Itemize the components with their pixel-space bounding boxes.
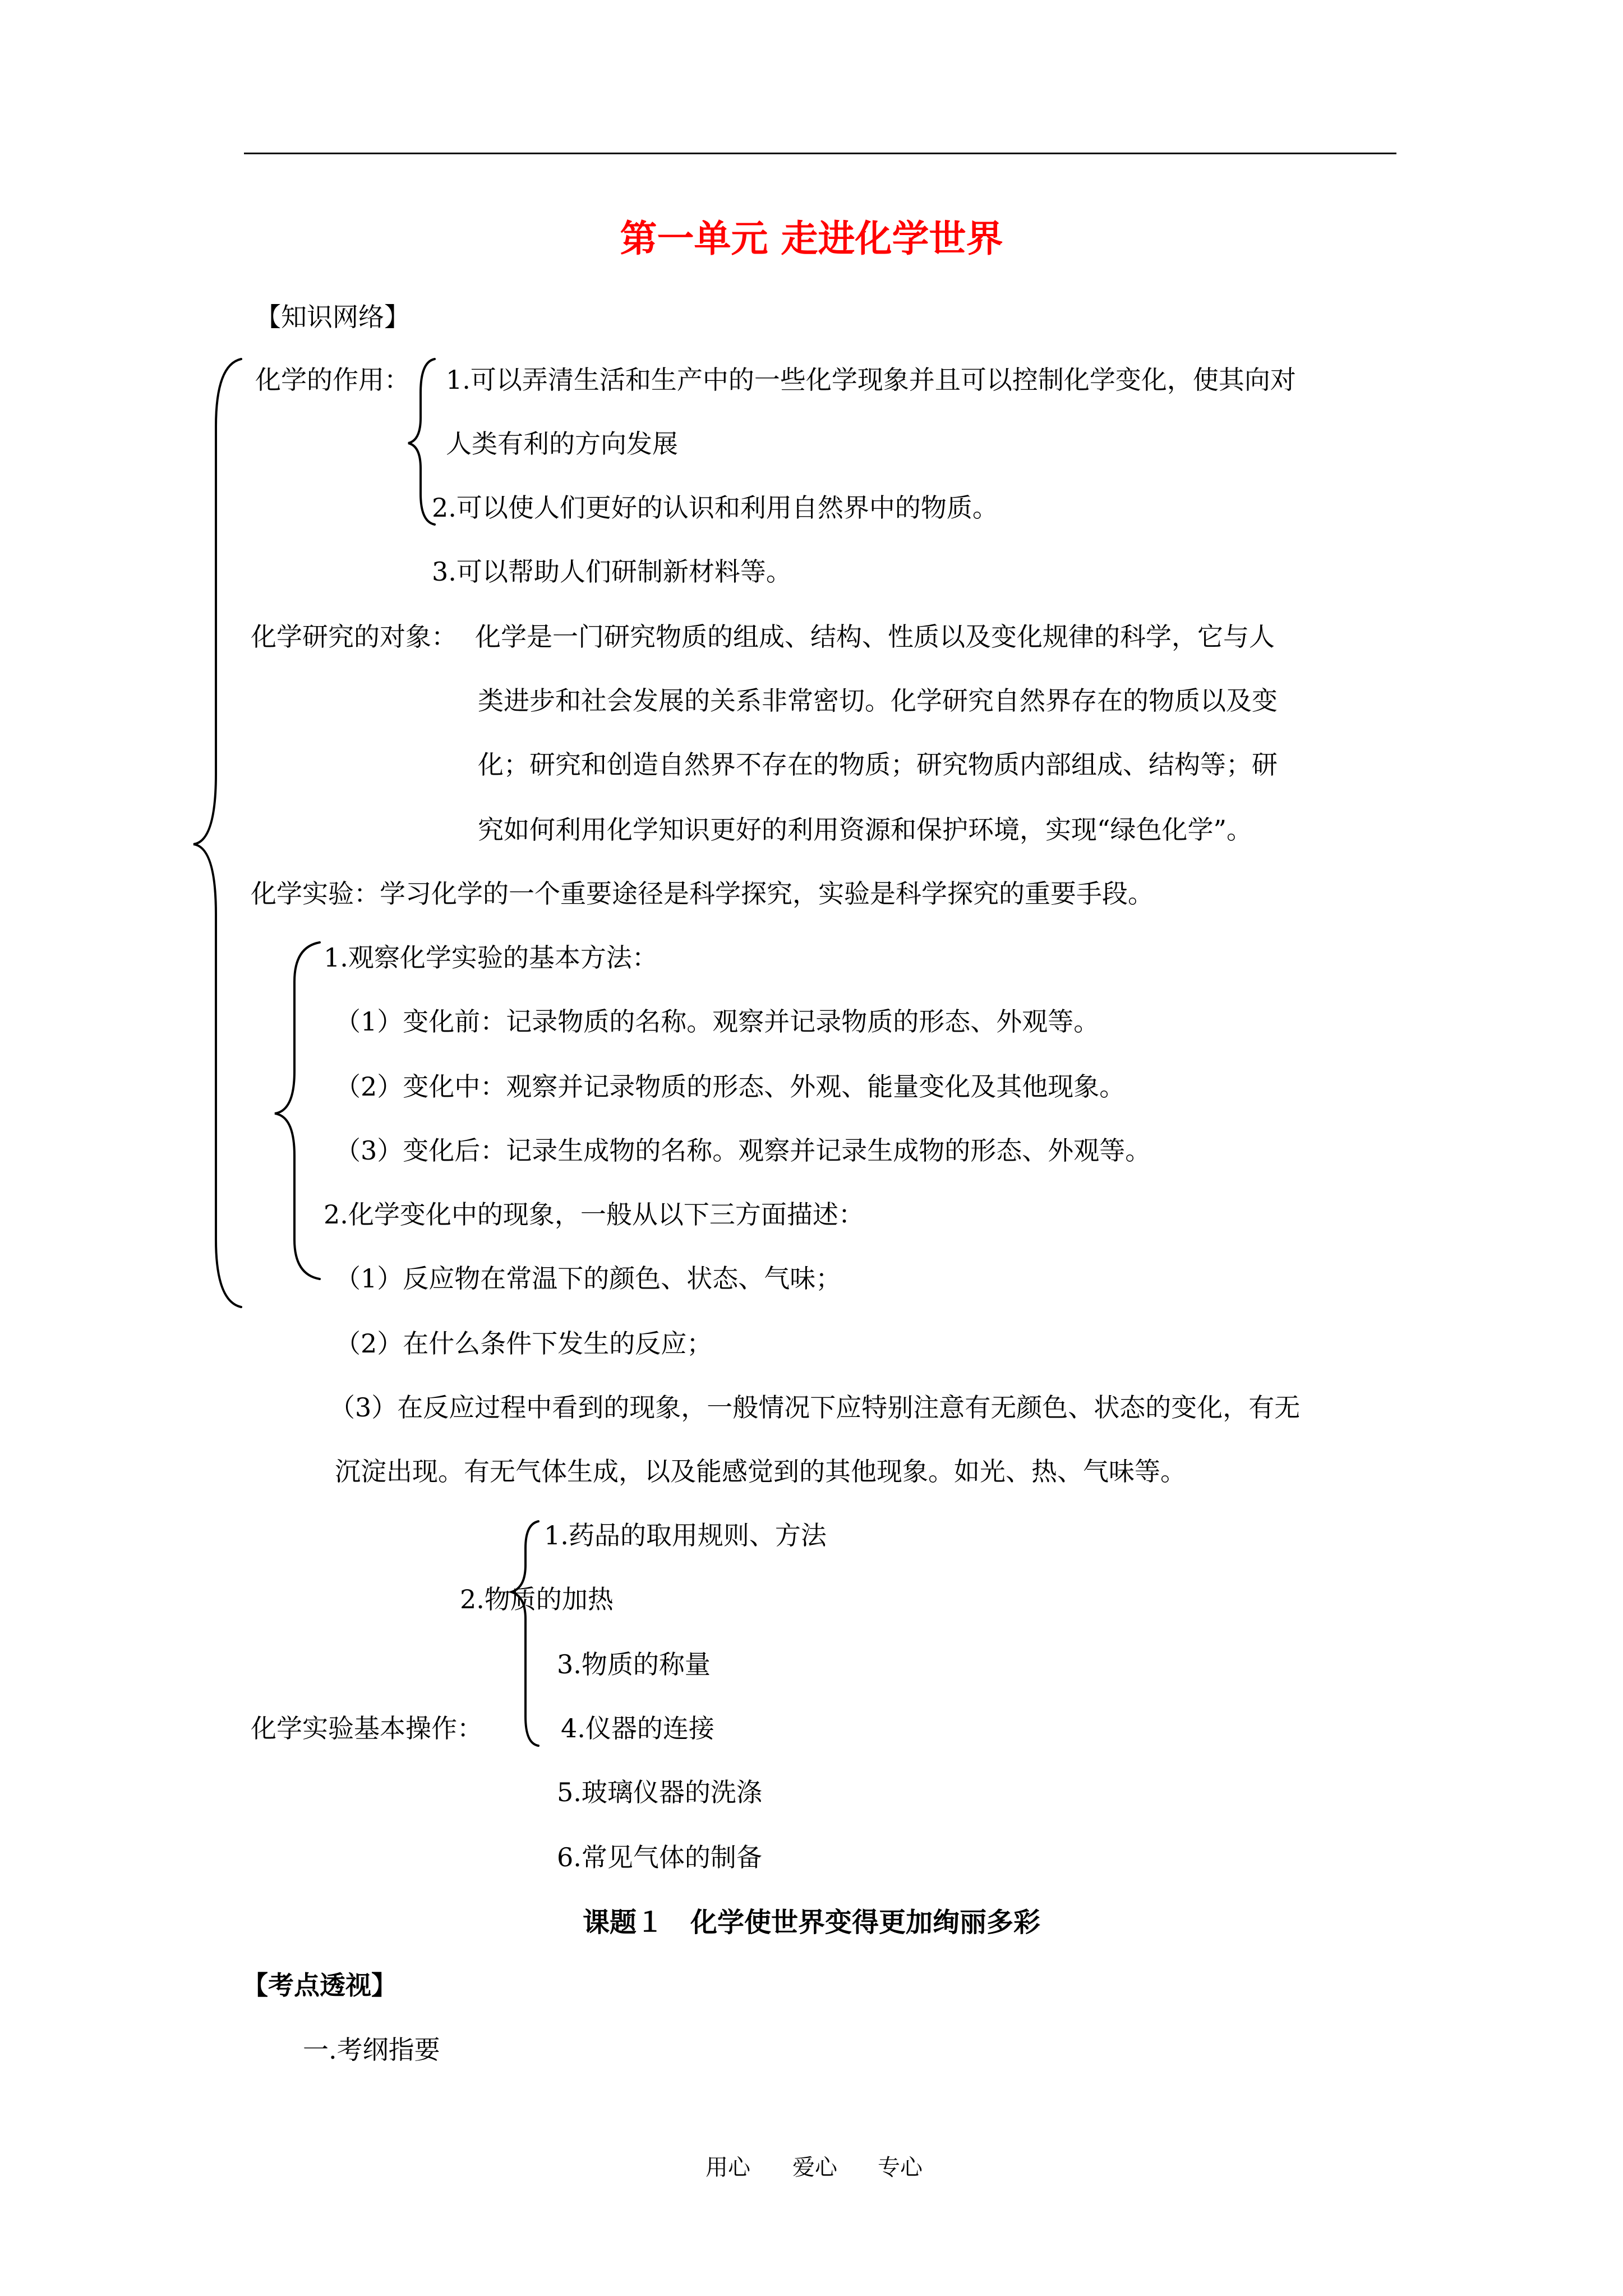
object-label: 化学研究的对象： [251,622,457,652]
operations-label: 化学实验基本操作： [251,1713,483,1743]
object-line-3: 化；研究和创造自然界不存在的物质；研究物质内部组成、结构等；研 [478,749,1278,780]
footer-left: 用心 [706,2155,750,2180]
observation-after: （3）变化后：记录生成物的名称。观察并记录生成物的形态、外观等。 [335,1135,1151,1166]
description-title: 2.化学变化中的现象，一般从以下三方面描述： [324,1199,864,1230]
observation-during: （2）变化中：观察并记录物质的形态、外观、能量变化及其他现象。 [335,1071,1126,1102]
unit-title: 第一单元 走进化学世界 [620,217,1003,260]
role-item-1-line-2: 人类有利的方向发展 [446,429,678,459]
role-item-2: 2.可以使人们更好的认识和利用自然界中的物质。 [432,493,998,523]
focus-heading: 【考点透视】 [242,1970,397,2000]
operations-brace [511,1521,538,1746]
description-3-line-2: 沉淀出现。有无气体生成，以及能感觉到的其他现象。如光、热、气味等。 [335,1456,1186,1487]
operation-item-2: 2.物质的加热 [460,1584,614,1614]
description-3-line-1: （3）在反应过程中看到的现象，一般情况下应特别注意有无颜色、状态的变化，有无 [329,1392,1301,1423]
lesson-title: 课题１ 化学使世界变得更加绚丽多彩 [582,1907,1040,1938]
operation-item-3: 3.物质的称量 [557,1649,711,1680]
footer-right: 专心 [878,2155,923,2180]
main-brace [193,359,241,1307]
operation-item-4: 4.仪器的连接 [561,1713,714,1743]
experiment-line: 化学实验：学习化学的一个重要途径是科学探究，实验是科学探究的重要手段。 [251,878,1154,909]
experiment-brace [275,942,320,1279]
role-brace [408,359,435,524]
operation-item-1: 1.药品的取用规则、方法 [544,1520,827,1550]
operation-item-6: 6.常见气体的制备 [557,1842,762,1872]
object-line-1: 化学是一门研究物质的组成、结构、性质以及变化规律的科学，它与人 [475,622,1275,652]
observation-title: 1.观察化学实验的基本方法： [324,942,658,973]
knowledge-network-heading: 【知识网络】 [255,302,410,332]
footer-middle: 爱心 [792,2155,837,2180]
description-2: （2）在什么条件下发生的反应； [335,1328,713,1359]
object-line-2: 类进步和社会发展的关系非常密切。化学研究自然界存在的物质以及变 [478,685,1278,716]
observation-before: （1）变化前：记录物质的名称。观察并记录物质的形态、外观等。 [335,1006,1100,1037]
description-1: （1）反应物在常温下的颜色、状态、气味； [335,1263,842,1294]
role-label: 化学的作用： [255,365,410,395]
operation-item-5: 5.玻璃仪器的洗涤 [557,1777,762,1807]
object-line-4: 究如何利用化学知识更好的利用资源和保护环境，实现“绿色化学”。 [478,815,1253,845]
role-item-1-line-1: 1.可以弄清生活和生产中的一些化学现象并且可以控制化学变化，使其向对 [446,365,1296,395]
role-item-3: 3.可以帮助人们研制新材料等。 [432,556,792,587]
outline-heading: 一.考纲指要 [303,2035,440,2065]
